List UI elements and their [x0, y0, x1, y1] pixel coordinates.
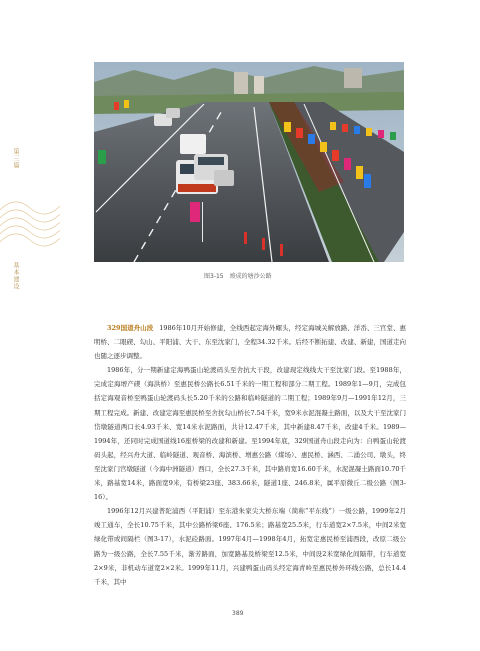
- wave-ornament: [0, 190, 60, 270]
- chapter-label: 基本建设: [12, 262, 19, 290]
- paragraph-1: [94, 321, 406, 363]
- page-number: 389: [232, 610, 244, 617]
- margin-strip: [0, 0, 60, 651]
- paragraph-1-text: 1986年10月开始修建，全线西起定海外螺头，经定海城关解放路、洋岙、三官堂、惠明桥、二眼碶、勾山、平阳浦、大干、东至沈家门，全程34.32千米。后经不断拓建、改建、新建，国道走向也随之逐步调整。: [94, 324, 406, 361]
- article-body: [94, 321, 406, 589]
- paragraph-2: 1986年，分一期新建定海鸭蛋山轮渡码头至舍抗大干段，改建现定线线大干至沈家门段。至1988年，完成定海增产碶（海洪桥）至惠民桥公路长6.51千米的一期工程和部分二期工程。1989年1—9月，完成包括定海观音桥至鸭蛋山轮渡码头长5.20千米的公路和临岭隧道的二期工程；1989年9月—1991年12月，三期工程完成。新建、改建定海至惠民桥至舍抗勾山桥长7.54千米，宽9米水泥混凝土路面，以及大干至沈家门岱墩隧道两口长4.93千米、宽14米水泥路面，共计12.47千米，其中新建8.47千米，改建4千米。1989—1994年，还同时完成国道线16座桥梁的改建和新建。至1994年底，329国道舟山段走向为：自鸭蛋山轮渡码头起，经兴舟大道、临岭隧道、观音桥、海滨桥、增惠公路（煤场）、惠民桥、涵西、二涌公司、墩头，终至沈家门宫墩隧道（今海中洲隧道）西口，全长27.3千米，其中路肩宽16.60千米，水泥混凝土路面10.70千米，路基宽14米，路面宽9米，有桥梁23座、383.66米，隧道1座、246.8米，属平原微丘二级公路（图3-16）。: [94, 366, 406, 502]
- paragraph-3: 1996年12月兴建普陀浦西（平阳浦）至东港朱家尖大桥东端（简称“平东线”）一级公路，1999年2月竣工通车，全长10.75千米，其中公路桥梁6座、176.5米；路基宽25.5米，行车道宽2×7.5米，中间2米宽绿化带或间隔栏（图3-17），水泥砼路面。1997年4月—1998年4月，拓宽定惠民桥至浦西段，改原二级公路为一级公路，全长7.55千米，渐芳路面，加宽路基及桥梁至12.5米，中间设2米宽绿化间隔带，行车道宽2×9米，非机动车道宽2×2米。1999年11月，兴建鸭蛋山码头经定海青岭至惠民桥外环线公路，总长14.4千米，其中: [94, 507, 406, 586]
- highway-photo-illustration: [94, 62, 404, 262]
- lead-heading: 329国道舟山段: [107, 324, 154, 332]
- section-label: 第三篇: [12, 148, 19, 169]
- figure-caption: 图3-15 竣成的塘沙公路: [204, 273, 272, 280]
- highway-photo: [94, 62, 404, 262]
